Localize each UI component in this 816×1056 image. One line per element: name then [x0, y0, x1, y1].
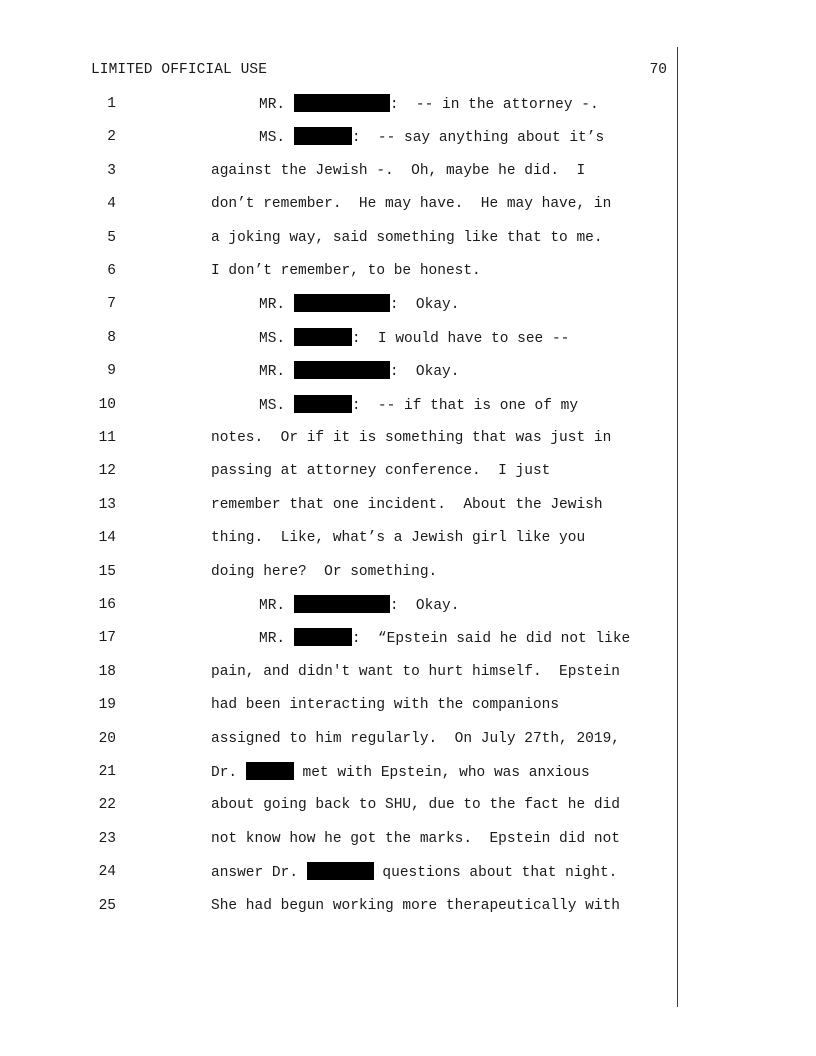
transcript-line	[0, 829, 816, 849]
line-number: 8	[107, 329, 116, 346]
line-number: 23	[98, 830, 116, 847]
transcript-line	[0, 595, 816, 615]
transcript-line	[0, 695, 816, 715]
line-text	[211, 261, 481, 281]
line-number: 22	[98, 797, 116, 814]
line-number: 12	[98, 463, 116, 480]
line-text	[211, 829, 620, 849]
line-number: 21	[98, 764, 116, 780]
line-text	[259, 94, 599, 115]
line-text	[211, 161, 585, 181]
line-text	[211, 562, 437, 582]
redaction-box	[294, 628, 352, 646]
redaction-box	[294, 361, 390, 379]
transcript-line	[0, 461, 816, 481]
transcript-line	[0, 395, 816, 415]
line-text	[211, 729, 620, 749]
transcript-line	[0, 127, 816, 147]
transcript-line	[0, 261, 816, 281]
transcript-line	[0, 94, 816, 114]
line-text	[211, 762, 590, 783]
line-text	[211, 194, 611, 214]
text-segment: MR.	[259, 297, 294, 314]
line-number: 25	[98, 897, 116, 914]
line-number: 24	[98, 864, 116, 881]
text-segment: passing at attorney conference. I just	[211, 463, 551, 480]
transcript-line	[0, 194, 816, 214]
text-segment: had been interacting with the companions	[211, 697, 560, 714]
line-number: 13	[98, 496, 116, 513]
transcript-line	[0, 328, 816, 348]
line-text	[211, 896, 620, 916]
text-segment: notes. Or if it is something that was just in	[211, 430, 612, 446]
text-segment: : Okay.	[389, 364, 460, 381]
line-text	[259, 628, 630, 649]
transcript-line	[0, 662, 816, 682]
text-segment: remember that one incident. About the Jewish	[211, 496, 603, 513]
line-text	[211, 428, 611, 448]
transcript-line	[0, 428, 816, 448]
line-number: 14	[98, 530, 116, 547]
transcript-line	[0, 495, 816, 515]
line-text	[259, 294, 459, 315]
line-text	[211, 528, 585, 548]
line-number: 3	[107, 162, 116, 179]
line-number: 7	[107, 296, 116, 313]
line-number: 2	[107, 129, 116, 146]
text-segment: met with Epstein, who was anxious	[293, 765, 590, 781]
line-number: 19	[98, 697, 116, 714]
text-segment: don’t remember. He may have. He may have, in	[211, 196, 612, 213]
line-number: 18	[98, 663, 116, 680]
transcript-line	[0, 228, 816, 248]
text-segment: Dr.	[211, 765, 246, 781]
redaction-box	[294, 595, 390, 613]
text-segment: about going back to SHU, due to the fact he did	[211, 797, 620, 814]
redaction-box	[294, 328, 352, 346]
classification-header: LIMITED OFFICIAL USE	[91, 62, 268, 78]
transcript-line	[0, 562, 816, 582]
line-number: 16	[98, 597, 116, 613]
line-number: 15	[98, 563, 116, 580]
text-segment: : Okay.	[389, 297, 460, 314]
text-segment: I don’t remember, to be honest.	[211, 263, 481, 279]
text-segment: : -- in the attorney -.	[389, 97, 599, 113]
line-number: 9	[107, 363, 116, 380]
line-text	[211, 495, 603, 515]
line-number: 17	[98, 630, 116, 647]
text-segment: MS.	[259, 397, 294, 414]
text-segment: thing. Like, what’s a Jewish girl like you	[211, 530, 586, 547]
text-segment: MR.	[259, 364, 294, 381]
line-text	[211, 228, 603, 248]
transcript-line	[0, 628, 816, 648]
transcript-line	[0, 294, 816, 314]
text-segment: She had begun working more therapeutically with	[211, 897, 620, 914]
transcript-line	[0, 896, 816, 916]
text-segment: doing here? Or something.	[211, 563, 438, 580]
text-segment: a joking way, said something like that to me.	[211, 229, 603, 246]
text-segment: assigned to him regularly. On July 27th, 2019,	[211, 730, 620, 747]
text-segment: not know how he got the marks. Epstein did not	[211, 830, 620, 847]
line-text	[259, 595, 459, 616]
text-segment: MR.	[259, 598, 294, 614]
page-number: 70	[649, 62, 667, 78]
redaction-box	[246, 762, 294, 780]
transcript-line	[0, 528, 816, 548]
line-number: 4	[107, 196, 116, 213]
text-segment: : -- say anything about it’s	[351, 130, 605, 147]
transcript-line	[0, 795, 816, 815]
line-text	[259, 328, 569, 349]
text-segment: : “Epstein said he did not like	[351, 631, 631, 648]
text-segment: : Okay.	[389, 598, 460, 614]
text-segment: MS.	[259, 330, 294, 347]
line-text	[211, 795, 620, 815]
line-number: 10	[98, 396, 116, 413]
transcript-line	[0, 161, 816, 181]
text-segment: pain, and didn't want to hurt himself. Epstein	[211, 663, 620, 680]
text-segment: : I would have to see --	[351, 330, 570, 347]
transcript-line	[0, 361, 816, 381]
line-number: 6	[107, 263, 116, 279]
line-number: 11	[98, 430, 116, 446]
transcript-line	[0, 762, 816, 782]
redaction-box	[294, 94, 390, 112]
line-text	[259, 395, 578, 416]
text-segment: questions about that night.	[373, 865, 618, 882]
text-segment: answer Dr.	[211, 865, 307, 882]
line-text	[211, 461, 550, 481]
redaction-box	[294, 395, 352, 413]
text-segment: : -- if that is one of my	[351, 397, 579, 414]
line-number: 1	[107, 96, 116, 112]
line-text	[259, 127, 604, 148]
line-text	[259, 361, 459, 382]
line-text	[211, 662, 620, 682]
line-text	[211, 862, 617, 883]
redaction-box	[294, 127, 352, 145]
redaction-box	[307, 862, 374, 880]
transcript-line	[0, 729, 816, 749]
line-text	[211, 695, 559, 715]
text-segment: against the Jewish -. Oh, maybe he did. I	[211, 162, 586, 179]
text-segment: MR.	[259, 97, 294, 113]
transcript-line	[0, 862, 816, 882]
line-number: 5	[107, 229, 116, 246]
text-segment: MS.	[259, 130, 294, 147]
line-number: 20	[98, 730, 116, 747]
text-segment: MR.	[259, 631, 294, 648]
redaction-box	[294, 294, 390, 312]
